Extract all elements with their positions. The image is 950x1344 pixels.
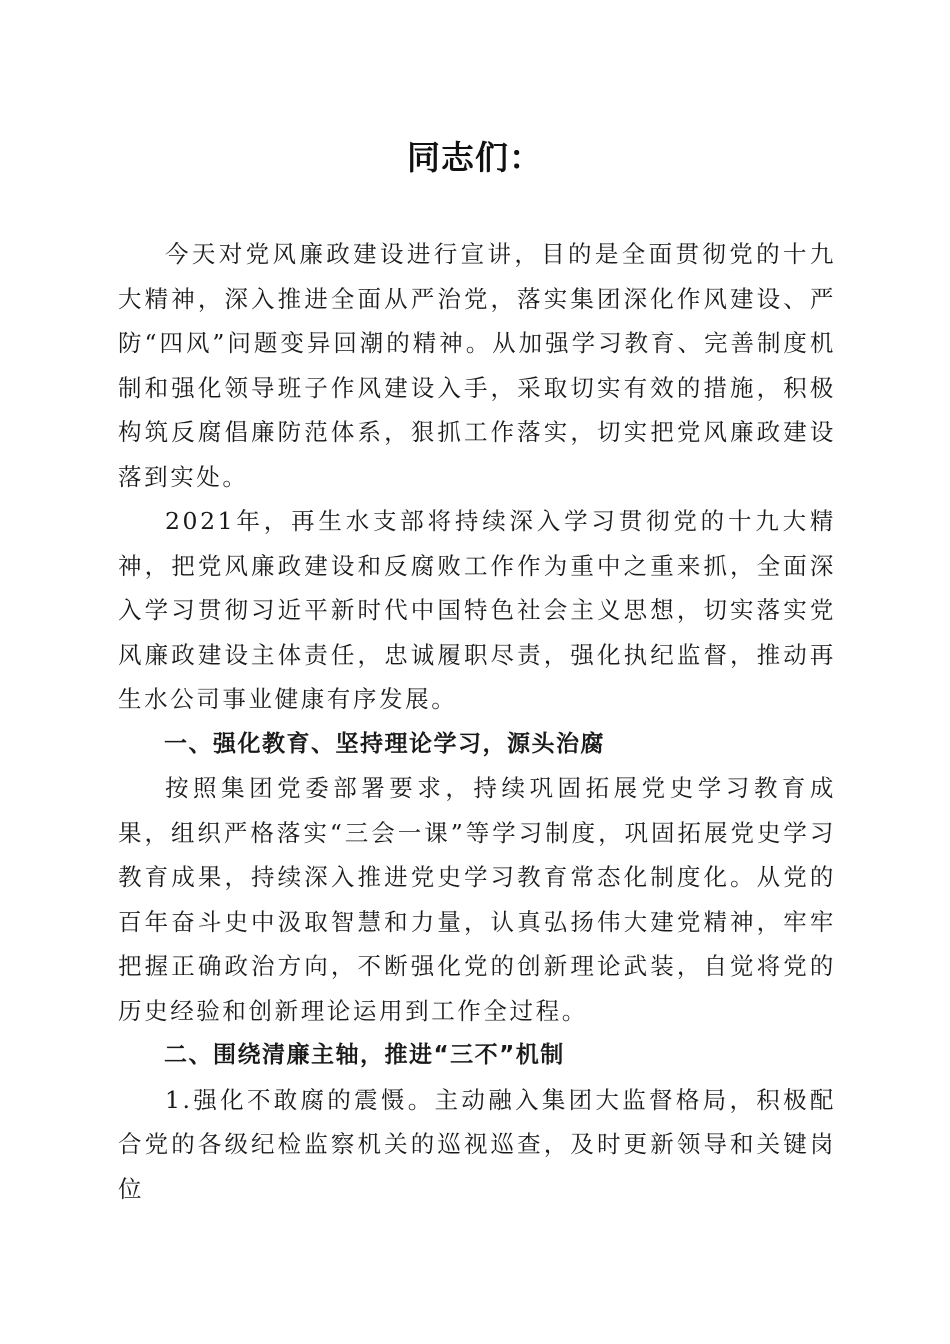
- paragraph-2021-plan: 2021年，再生水支部将持续深入学习贯彻党的十九大精神，把党风廉政建设和反腐败工作作为重中之重来抓，全面深入学习贯彻习近平新时代中国特色社会主义思想，切实落实党风廉政建设主体责任，忠诚履职尽责，强化执纪监督，推动再生水公司事业健康有序发展。: [118, 507, 836, 713]
- paragraph-deterrence: 1.强化不敢腐的震慑。主动融入集团大监督格局，积极配合党的各级纪检监察机关的巡视巡查，及时更新领导和关键岗位: [118, 1085, 836, 1203]
- section-heading-1: 一、强化教育、坚持理论学习，源头治腐: [164, 730, 605, 757]
- paragraph-intro: 今天对党风廉政建设进行宣讲，目的是全面贯彻党的十九大精神，深入推进全面从严治党，落实集团深化作风建设、严防“四风”问题变异回潮的精神。从加强学习教育、完善制度机制和强化领导班子作风建设入手，采取切实有效的措施，积极构筑反腐倡廉防范体系，狠抓工作落实，切实把党风廉政建设落到实处。: [118, 240, 836, 491]
- document-body: [118, 232, 836, 1211]
- section-heading-2: 二、围绕清廉主轴，推进“三不”机制: [164, 1042, 565, 1068]
- page-title: 同志们：: [407, 138, 543, 177]
- paragraph-education: 按照集团党委部署要求，持续巩固拓展党史学习教育成果，组织严格落实“三会一课”等学习制度，巩固拓展党史学习教育成果，持续深入推进党史学习教育常态化制度化。从党的百年奋斗史中汲取智慧和力量，认真弘扬伟大建党精神，牢牢把握正确政治方向，不断强化党的创新理论武装，自觉将党的历史经验和创新理论运用到工作全过程。: [118, 774, 836, 1025]
